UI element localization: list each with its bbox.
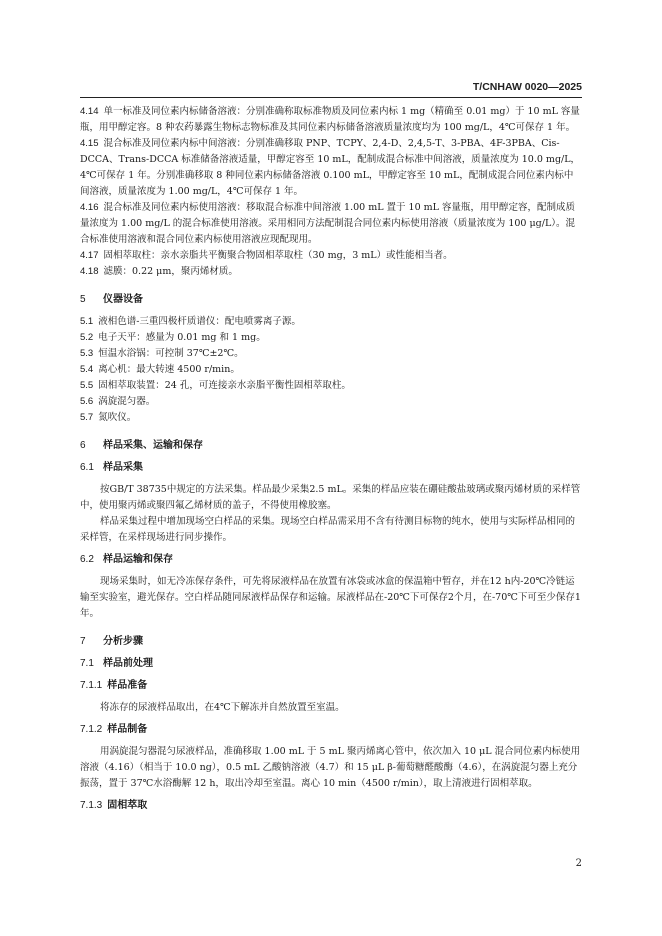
- section-5-items: [80, 314, 582, 426]
- document-body: [80, 104, 582, 814]
- clause-4-17: 4.17 固相萃取柱：亲水亲脂共平衡聚合物固相萃取柱（30 mg，3 mL）或性能相当者。: [80, 250, 453, 261]
- section-7-1-2-paragraph: 用涡旋混匀器混匀尿液样品，准确移取 1.00 mL 于 5 mL 聚丙烯离心管中，依次加入 10 μL 混合同位素内标使用溶液（4.16）（相当于 10.0 ng），0.5 mL 乙酸钠溶液（4.7）和 15 μL β-葡萄糖醛酸酶（4.6），在涡旋混匀器上充分振荡，置于 37℃水浴酶解 12 h，取出冷却至室温。离心 10 min（4500 r/min），取上清液进行固相萃取。: [80, 746, 581, 789]
- clause-5-1: 5.1 液相色谱-三重四极杆质谱仪：配电喷雾离子源。: [80, 316, 301, 327]
- section-7-1-1-paragraph: 将冻存的尿液样品取出，在4℃下解冻并自然放置至室温。: [100, 702, 345, 713]
- clause-4-18: 4.18 滤膜：0.22 μm，聚丙烯材质。: [80, 266, 238, 277]
- clause-4-14: 4.14 单一标准及同位素内标储备溶液：分别准确称取标准物质及同位素内标 1 mg（精确至 0.01 mg）于 10 mL 容量瓶，用甲醇定容。8 种农药暴露生物标志物标准及其同位素内标储备溶液质量浓度均为 100 mg/L，4℃可保存 1 年。: [80, 106, 580, 133]
- section-6-1-paragraph-2: 样品采集过程中增加现场空白样品的采集。现场空白样品需采用不含有待测目标物的纯水，使用与实际样品相同的采样管，在采样现场进行同步操作。: [80, 516, 576, 543]
- section-6-heading: 6 样品采集、运输和保存: [80, 440, 203, 451]
- clause-5-4: 5.4 离心机：最大转速 4500 r/min。: [80, 364, 240, 375]
- section-6-2-paragraph: 现场采集时，如无冷冻保存条件，可先将尿液样品在放置有冰袋或冰盒的保温箱中暂存，并在12 h内-20℃冷链运输至实验室，避光保存。空白样品随同尿液样品保存和运输。尿液样品在-20℃下可保存2个月，在-70℃下可至少保存1年。: [80, 576, 581, 619]
- header-rule: [80, 97, 582, 98]
- clause-5-5: 5.5 固相萃取装置：24 孔，可连接亲水亲脂平衡性固相萃取柱。: [80, 380, 351, 391]
- section-7-heading: 7 分析步骤: [80, 636, 143, 647]
- clause-5-2: 5.2 电子天平：感量为 0.01 mg 和 1 mg。: [80, 332, 266, 343]
- section-7-1-3-heading: 7.1.3 固相萃取: [80, 800, 148, 811]
- page-number: 2: [575, 858, 582, 869]
- section-6-2-heading: 6.2 样品运输和保存: [80, 554, 173, 565]
- section-5-heading: 5 仪器设备: [80, 294, 143, 305]
- clause-5-3: 5.3 恒温水浴锅：可控制 37℃±2℃。: [80, 348, 244, 359]
- clause-4-16: 4.16 混合标准及同位素内标使用溶液：移取混合标准中间溶液 1.00 mL 置于 10 mL 容量瓶，用甲醇定容，配制成质量浓度为 1.00 mg/L 的混合标准使用溶液。采用相同方法配制混合同位素内标使用溶液（质量浓度为 100 μg/L）。混合标准使用溶液和混合同位素内标使用溶液应现配现用。: [80, 202, 575, 245]
- section-6-1-heading: 6.1 样品采集: [80, 462, 143, 473]
- clause-4-15: 4.15 混合标准及同位素内标中间溶液：分别准确移取 PNP、TCPY、2,4-D、2,4,5-T、3-PBA、4F-3PBA、Cis-DCCA、Trans-DCCA 标准储备溶液适量，甲醇定容至 10 mL，配制成混合标准中间溶液，质量浓度为 10.0 mg/L，4℃可保存 1 年。分别准确移取 8 种同位素内标储备溶液 0.100 mL，甲醇定容至 10 mL，配制成混合同位素内标中间溶液，质量浓度为 1.00 mg/L，4℃可保存 1 年。: [80, 138, 581, 197]
- section-6-1-paragraph-1: 按GB/T 38735中规定的方法采集。样品最少采集2.5 mL。采集的样品应装在硼硅酸盐玻璃或聚丙烯材质的采样管中，使用聚丙烯或聚四氟乙烯材质的盖子，不得使用橡胶塞。: [80, 484, 581, 511]
- standard-code-header: T/CNHAW 0020—2025: [472, 81, 582, 93]
- clause-5-6: 5.6 涡旋混匀器。: [80, 396, 156, 407]
- section-7-1-heading: 7.1 样品前处理: [80, 658, 153, 669]
- section-7-1-2-heading: 7.1.2 样品制备: [80, 724, 148, 735]
- clause-5-7: 5.7 氮吹仪。: [80, 412, 137, 423]
- section-7-1-1-heading: 7.1.1 样品准备: [80, 680, 148, 691]
- section-4-items: [80, 104, 582, 280]
